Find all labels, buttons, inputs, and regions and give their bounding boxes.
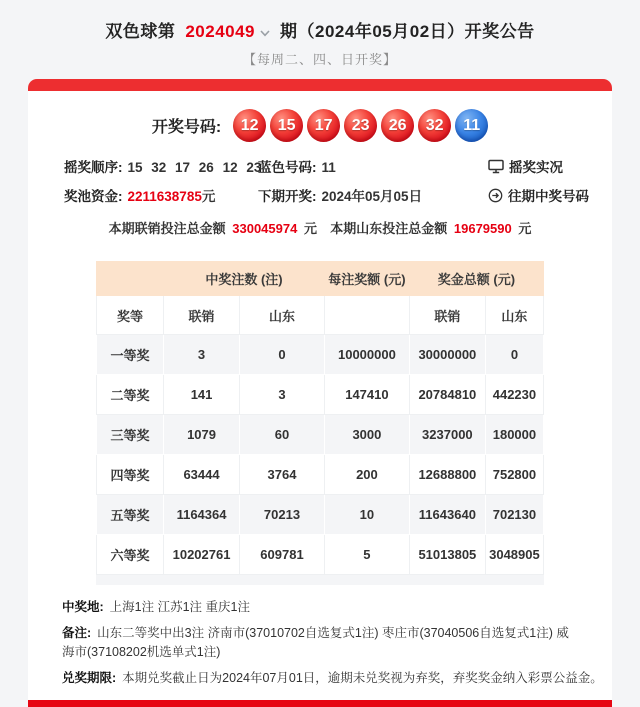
winning-place-text: 上海1注 江苏1注 重庆1注 <box>109 600 250 614</box>
announcement-card <box>28 79 612 707</box>
shandong-total: 180000 <box>485 415 543 455</box>
shandong-total: 442230 <box>485 375 543 415</box>
shandong-sales-unit: 元 <box>518 221 532 236</box>
winning-numbers-row <box>28 101 612 142</box>
shandong-count: 60 <box>240 415 325 455</box>
live-draw-link[interactable] <box>488 156 589 176</box>
national-sales-amount: 330045974 <box>232 221 298 236</box>
blue-ball: 11 <box>455 109 488 142</box>
prize-pool-label: 奖池资金: <box>64 189 123 204</box>
next-draw-label: 下期开奖: <box>258 189 317 204</box>
prize-pool-unit: 元 <box>201 189 216 204</box>
national-sales-label: 本期联销投注总金额 <box>108 221 226 236</box>
prize-level: 四等奖 <box>97 455 164 495</box>
lianxiao-total: 3237000 <box>409 415 485 455</box>
monitor-icon <box>488 159 504 174</box>
red-ball-5: 26 <box>381 109 414 142</box>
lianxiao-count: 63444 <box>164 455 240 495</box>
blue-number <box>258 156 488 176</box>
winning-place-label: 中奖地: <box>62 600 104 614</box>
prize-pool <box>64 185 258 205</box>
remark-text: 山东二等奖中出3注 济南市(37010702自选复式1注) 枣庄市(37040506自选复式1注) 威海市(37108202机选单式1注) <box>62 626 569 659</box>
table-row <box>97 455 544 495</box>
lianxiao-total: 12688800 <box>409 455 485 495</box>
page-header <box>0 0 640 68</box>
group-header-total-prize: 奖金总额 (元) <box>409 262 543 296</box>
deadline-label: 兑奖期限: <box>62 671 117 685</box>
national-sales-unit: 元 <box>303 221 317 236</box>
lianxiao-total: 51013805 <box>409 535 485 575</box>
table-footer-strip <box>96 575 544 585</box>
deadline-text: 本期兑奖截止日为2024年07月01日，逾期未兑奖视为弃奖，弃奖奖金纳入彩票公益金。 <box>122 671 603 685</box>
sub-header-lianxiao-count: 联销 <box>164 296 240 335</box>
table-sub-header-row <box>97 296 544 335</box>
blue-number-value: 11 <box>321 160 336 175</box>
winning-place-line <box>62 598 578 617</box>
shandong-count: 3764 <box>240 455 325 495</box>
past-numbers-link[interactable] <box>488 185 589 205</box>
shandong-sales-label: 本期山东投注总金额 <box>330 221 448 236</box>
prize-level: 二等奖 <box>97 375 164 415</box>
prize-level: 六等奖 <box>97 535 164 575</box>
lianxiao-total: 30000000 <box>409 335 485 375</box>
prize-pool-value: 2211638785 <box>127 189 202 204</box>
card-bottom-red-bar <box>28 700 612 707</box>
shandong-count: 0 <box>240 335 325 375</box>
shandong-total: 702130 <box>485 495 543 535</box>
red-ball-2: 15 <box>270 109 303 142</box>
per-prize: 3000 <box>324 415 409 455</box>
sub-header-level: 奖等 <box>97 296 164 335</box>
lianxiao-count: 141 <box>164 375 240 415</box>
live-draw-label: 摇奖实况 <box>509 160 563 175</box>
sub-header-shandong-total: 山东 <box>485 296 543 335</box>
remark-line <box>62 624 578 662</box>
table-row <box>97 495 544 535</box>
red-ball-1: 12 <box>233 109 266 142</box>
remark-label: 备注: <box>62 626 92 640</box>
group-header-empty <box>97 262 164 296</box>
red-ball-3: 17 <box>307 109 340 142</box>
shandong-count: 609781 <box>240 535 325 575</box>
blue-number-label: 蓝色号码: <box>258 160 317 175</box>
sub-header-shandong-count: 山东 <box>240 296 325 335</box>
prize-level: 三等奖 <box>97 415 164 455</box>
shake-order-label: 摇奖顺序: <box>64 160 123 175</box>
winning-numbers-label: 开奖号码: <box>151 119 222 136</box>
page-title <box>0 17 640 42</box>
lianxiao-total: 11643640 <box>409 495 485 535</box>
red-ball-6: 32 <box>418 109 451 142</box>
shandong-total: 3048905 <box>485 535 543 575</box>
lianxiao-count: 1079 <box>164 415 240 455</box>
footer-notes <box>62 598 603 688</box>
per-prize: 5 <box>324 535 409 575</box>
table-group-header-row <box>97 262 544 296</box>
deadline-line <box>62 669 603 688</box>
past-numbers-label: 往期中奖号码 <box>508 189 589 204</box>
card-body <box>28 91 612 700</box>
sub-header-lianxiao-total: 联销 <box>409 296 485 335</box>
arrow-circle-icon <box>488 188 503 203</box>
group-header-per-prize: 每注奖额 (元) <box>324 262 409 296</box>
per-prize: 147410 <box>324 375 409 415</box>
prize-level: 一等奖 <box>97 335 164 375</box>
shandong-count: 3 <box>240 375 325 415</box>
lianxiao-total: 20784810 <box>409 375 485 415</box>
chevron-down-icon <box>260 22 270 42</box>
next-draw-value: 2024年05月05日 <box>321 189 423 204</box>
group-header-count: 中奖注数 (注) <box>164 262 325 296</box>
prize-table <box>96 261 544 585</box>
sales-totals-line <box>28 218 612 237</box>
table-row <box>97 535 544 575</box>
table-row <box>97 335 544 375</box>
draw-info-grid <box>64 156 589 205</box>
per-prize: 10000000 <box>324 335 409 375</box>
shake-order <box>64 156 262 176</box>
lianxiao-count: 10202761 <box>164 535 240 575</box>
next-draw <box>258 185 488 205</box>
shandong-sales-amount: 19679590 <box>453 221 512 236</box>
prize-level: 五等奖 <box>97 495 164 535</box>
shandong-total: 752800 <box>485 455 543 495</box>
per-prize: 10 <box>324 495 409 535</box>
card-top-red-bar <box>28 79 612 91</box>
shandong-total: 0 <box>485 335 543 375</box>
red-ball-4: 23 <box>344 109 377 142</box>
per-prize: 200 <box>324 455 409 495</box>
lianxiao-count: 1164364 <box>164 495 240 535</box>
shake-order-value: 15 32 17 26 12 23 <box>127 160 262 175</box>
issue-dropdown[interactable] <box>185 22 270 42</box>
title-prefix: 双色球第 <box>105 22 176 41</box>
issue-number: 2024049 <box>185 22 256 41</box>
sub-header-empty <box>324 296 409 335</box>
table-row <box>97 415 544 455</box>
draw-schedule-subtitle: 【每周二、四、日开奖】 <box>242 52 397 67</box>
shandong-count: 70213 <box>240 495 325 535</box>
table-row <box>97 375 544 415</box>
lianxiao-count: 3 <box>164 335 240 375</box>
title-suffix: 期（2024年05月02日）开奖公告 <box>280 22 535 41</box>
